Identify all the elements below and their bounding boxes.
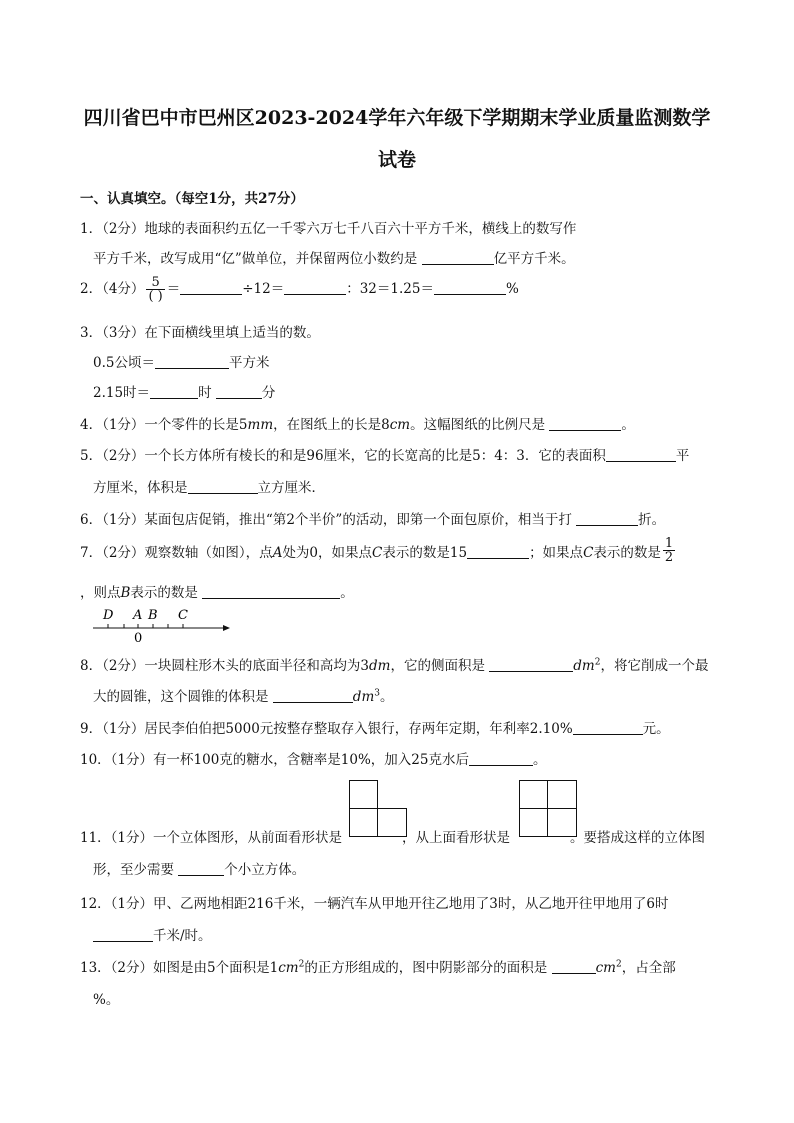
q11-a: 11．（1分）一个立体图形，从前面看形状是 (80, 830, 343, 846)
question-12-line1: 12．（1分）甲、乙两地相距216千米，一辆汽车从甲地开往乙地用了3时，从乙地开往甲地用了6时 (80, 896, 669, 912)
q5-text: 5．（2分）一个长方体所有棱长的和是96厘米，它的长宽高的比是5：4：3．它的表面积 (80, 448, 606, 464)
question-5-line2 (93, 476, 325, 496)
fraction-numerator: 5 (146, 276, 164, 290)
question-12-line2 (93, 924, 212, 944)
q7-e: 表示的数是 (593, 545, 661, 561)
q8-e: 。 (379, 689, 394, 705)
q3a-prefix: 0.5公顷＝ (93, 355, 155, 371)
q8-c: ，将它削成一个最 (600, 658, 709, 674)
q10-text-b: 。 (532, 752, 547, 768)
q6-text: 6．（1分）某面包店促销，推出“第2个半价”的活动，即第一个面包原价，相当于打 (80, 512, 572, 528)
answer-blank[interactable] (155, 354, 229, 369)
question-13-line2: %。 (93, 992, 120, 1008)
q3a-suffix: 平方米 (228, 355, 270, 371)
point-b-label: B (120, 585, 131, 601)
point-c-label-2: C (583, 545, 594, 561)
q2-percent: % (505, 281, 519, 297)
label-a: A (133, 608, 143, 623)
unit-dm: dm (369, 658, 391, 674)
q2-colon: ：32＝1.25＝ (346, 281, 434, 297)
q1-text: 平方千米，改写成用“亿”做单位，并保留两位小数约是 (93, 251, 418, 267)
answer-blank[interactable] (549, 416, 621, 431)
label-d: D (103, 608, 114, 623)
q13-a: 13．（2分）如图是由5个面积是1 (80, 960, 279, 976)
question-11-line1 (80, 826, 705, 846)
answer-blank[interactable] (202, 584, 340, 599)
superscript-2: 2 (615, 959, 622, 970)
label-c: C (178, 608, 188, 623)
q4-p2: ，在图纸上的长是8 (273, 417, 390, 433)
q8-d: 大的圆锥，这个圆锥的体积是 (93, 689, 269, 705)
page-title: 四川省巴中市巴州区2023-2024学年六年级下学期期末学业质量监测数学 (83, 107, 711, 129)
q4-p3: 。这幅图纸的比例尺是 (410, 417, 546, 433)
q5-text-b: 平 (675, 448, 690, 464)
q1-text-end: 亿平方千米。 (493, 251, 575, 267)
q11-e: 个小立方体。 (224, 862, 306, 878)
unit-mm: mm (247, 417, 274, 433)
question-1-line1: 1．（2分）地球的表面积约五亿一千零六万七千八百六十平方千米，横线上的数写作 (80, 221, 577, 237)
question-11-line2 (93, 858, 305, 878)
q10-text: 10．（1分）有一杯100克的糖水，含糖率是10%，加入25克水后 (80, 752, 469, 768)
answer-blank[interactable] (93, 927, 153, 942)
answer-blank[interactable] (422, 250, 494, 265)
answer-blank[interactable] (552, 959, 596, 974)
q13-b: 的正方形组成的，图中阴影部分的面积是 (304, 960, 548, 976)
answer-blank[interactable] (467, 544, 529, 559)
number-line-figure (90, 604, 230, 644)
fraction-denominator: 2 (664, 550, 674, 565)
answer-blank[interactable] (216, 384, 262, 399)
answer-blank[interactable] (573, 720, 643, 735)
answer-blank[interactable] (576, 511, 638, 526)
answer-blank[interactable] (188, 479, 258, 494)
unit-cm: cm (389, 417, 411, 433)
q3b-suffix: 分 (261, 385, 276, 401)
q4-p4: 。 (621, 417, 635, 433)
cube-square (350, 781, 378, 809)
answer-blank[interactable] (150, 384, 198, 399)
q2-prefix: 2．（4分） (80, 281, 145, 297)
question-2 (80, 276, 519, 303)
q4-p1: 4．（1分）一个零件的长是5 (80, 417, 248, 433)
answer-blank[interactable] (180, 280, 242, 295)
arrow-icon (223, 625, 230, 631)
section-heading: 一、认真填空。（每空1分，共27分） (80, 191, 304, 207)
q2-eq: ＝ (166, 281, 181, 297)
answer-blank[interactable] (489, 657, 573, 672)
q8-b: ，它的侧面积是 (390, 658, 485, 674)
answer-blank[interactable] (178, 861, 224, 876)
question-13-line1 (80, 956, 676, 976)
q3b-mid: 时 (198, 385, 212, 401)
question-8-line1 (80, 654, 708, 674)
q5-text-d: 立方厘米． (257, 480, 325, 496)
question-9 (80, 717, 670, 737)
superscript-3: 3 (374, 688, 380, 699)
answer-blank[interactable] (606, 447, 676, 462)
superscript-2: 2 (298, 959, 305, 970)
unit-dm3: dm (352, 689, 375, 705)
question-4 (80, 413, 635, 433)
question-5-line1 (80, 444, 689, 464)
q7-fraction (663, 537, 675, 564)
question-8-line2 (93, 685, 393, 705)
q11-c: 。要搭成这样的立体图 (570, 830, 706, 846)
q7-b: 处为0，如果点 (282, 545, 373, 561)
cube-square (520, 781, 548, 809)
q12-text: 千米/时。 (153, 928, 212, 944)
unit-cm2: cm (278, 960, 299, 976)
question-7-line2 (80, 581, 354, 601)
superscript-2: 2 (594, 657, 601, 668)
unit-dm2: dm (573, 658, 595, 674)
question-3-line1: 3．（3分）在下面横线里填上适当的数。 (80, 325, 320, 341)
q7-g: 表示的数是 (130, 585, 198, 601)
cube-square (548, 781, 577, 809)
q8-a: 8．（2分）一块圆柱形木头的底面半径和高均为3 (80, 658, 370, 674)
q13-c: ，占全部 (621, 960, 676, 976)
answer-blank[interactable] (434, 280, 506, 295)
q2-div: ÷12＝ (242, 281, 285, 297)
q9-text: 9．（1分）居民李伯伯把5000元按整存整取存入银行，存两年定期，年利率2.10% (80, 721, 573, 737)
q2-fraction (146, 276, 164, 303)
q3b-prefix: 2.15时＝ (93, 385, 151, 401)
answer-blank[interactable] (273, 688, 353, 703)
question-1-line2 (93, 247, 575, 267)
fraction-denominator: ( ) (148, 289, 163, 304)
answer-blank[interactable] (284, 280, 346, 295)
point-c-label: C (372, 545, 383, 561)
question-3b (93, 381, 275, 401)
fraction-numerator: 1 (664, 536, 674, 551)
page-title-line2: 试卷 (377, 149, 416, 171)
q7-h: 。 (340, 585, 354, 601)
q11-d: 形，至少需要 (93, 862, 174, 878)
q7-a: 7．（2分）观察数轴（如图），点 (80, 545, 273, 561)
question-6 (80, 508, 665, 528)
label-b: B (148, 608, 158, 623)
question-10 (80, 748, 546, 768)
q5-text-c: 方厘米，体积是 (93, 480, 188, 496)
q6-text-b: 折。 (638, 512, 666, 528)
answer-blank[interactable] (469, 751, 533, 766)
point-a-label: A (272, 545, 283, 561)
question-7-line1 (80, 536, 677, 565)
label-zero: 0 (134, 631, 143, 644)
question-3a (93, 351, 269, 371)
unit-cm2-answer: cm (595, 960, 616, 976)
q11-b: ，从上面看形状是 (402, 830, 511, 846)
q7-c: 表示的数是15 (382, 545, 468, 561)
q7-d: ；如果点 (529, 545, 584, 561)
q7-f: ，则点 (80, 585, 121, 601)
q9-text-b: 元。 (642, 721, 670, 737)
